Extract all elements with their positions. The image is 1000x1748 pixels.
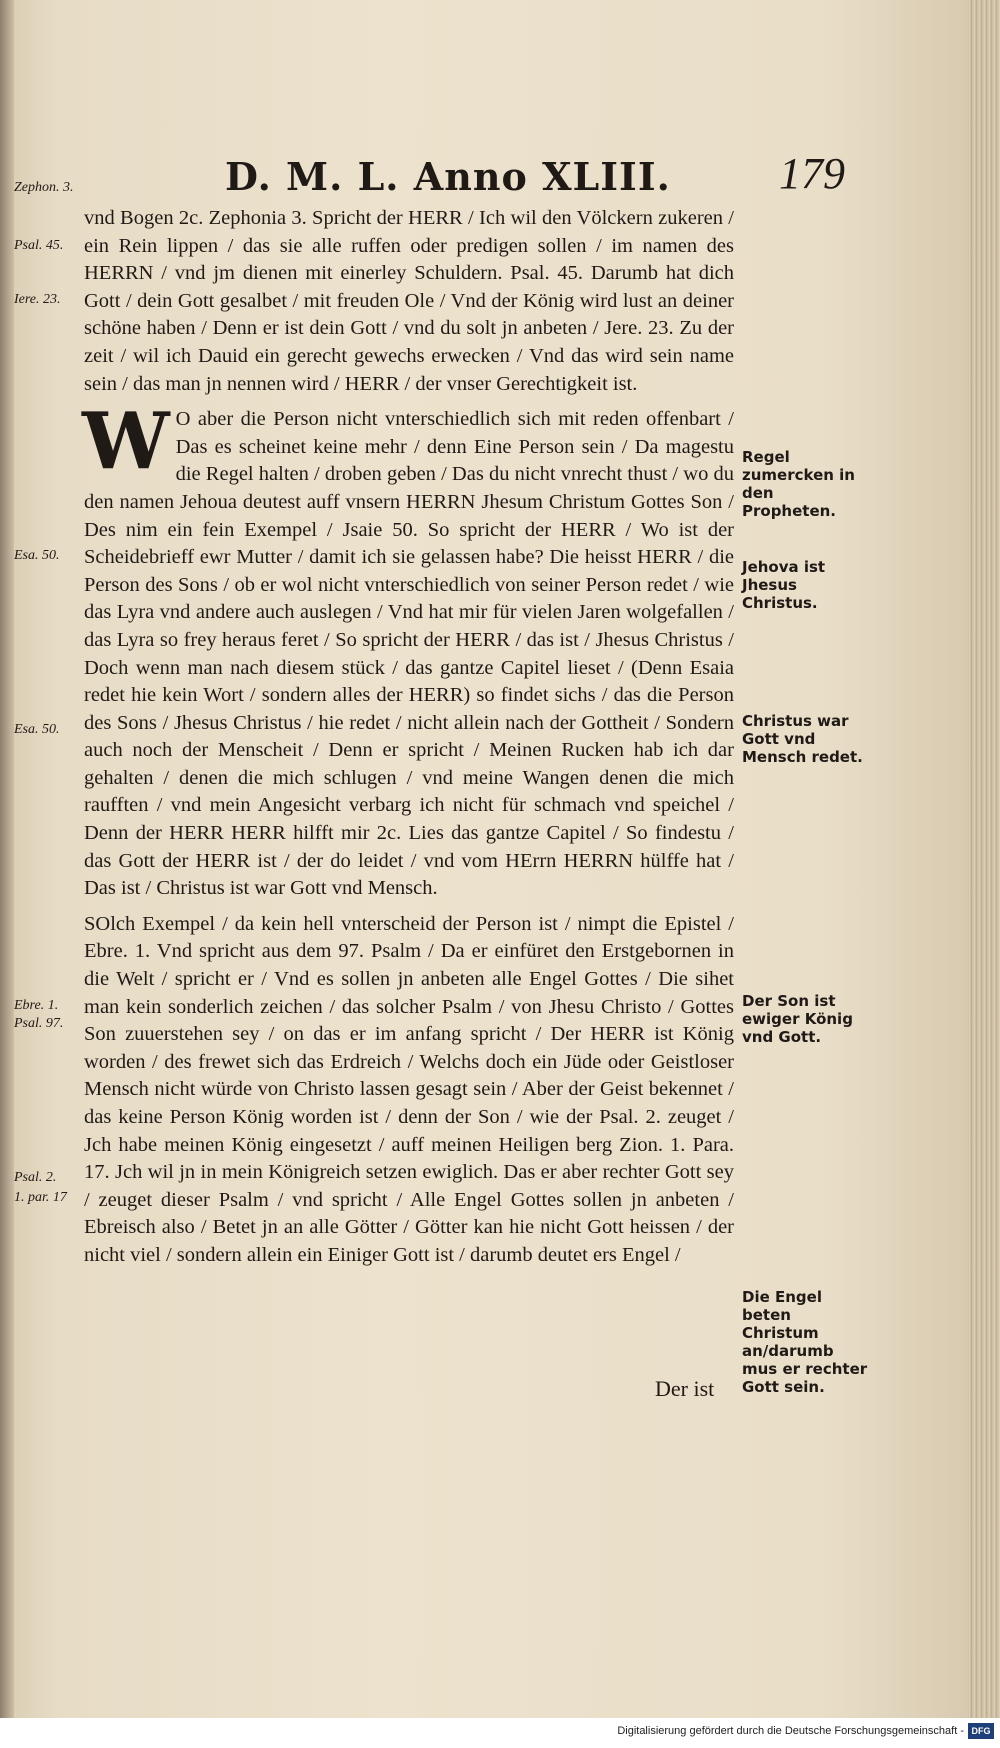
funding-credit: Digitalisierung gefördert durch die Deutsche Forschungsgemeinschaft - <box>617 1725 964 1737</box>
margin-note: Zephon. 3. <box>14 180 74 195</box>
margin-note: Iere. 23. <box>14 292 61 307</box>
side-note: Regel zumercken in den Propheten. <box>742 448 855 520</box>
paragraph: vnd Bogen 2c. Zephonia 3. Spricht der HERR / Ich wil den Völckern zukeren / ein Rein lippen / das sie alle ruffen oder predigen sollen / im namen des HERRN / vnd jm dienen mit einerley Schuldern. Psal. 45. Darumb hat dich Gott / dein Gott gesalbet / mit freuden Ole / Vnd der König wird lust an deiner schöne haben / Denn er ist dein Gott / vnd du solt jn anbeten / Jere. 23. Zu der zeit / wil ich Dauid ein gerecht gewechs erwecken / Vnd das wird sein name sein / das man jn nennen wird / HERR / der vnser Gerechtigkeit ist. <box>84 207 734 395</box>
paragraph <box>82 396 734 903</box>
margin-note: Psal. 2. <box>14 1170 57 1185</box>
paragraph: SOlch Exempel / da kein hell vnterscheid der Person ist / nimpt die Epistel / Ebre. 1. Vnd spricht aus dem 97. Psalm / Da er einfüret den Erstgebornen in die Welt / spricht er / Vnd es sollen jn anbeten alle Engel Gottes / Die sihet man kein sonderlich zeichen / das solcher Psalm / von Jhesu Christo / Gottes Son zuuerstehen sey / on das er im anfang spricht / Der HERR ist König worden / des frewet sich das Erdreich / Welchs doch ein Jüde oder Geistloser Mensch nicht würde von Christo lassen gesagt sein / Aber der Geist bekennet / das keine Person König worden ist / denn der Son / wie der Psal. 2. zeuget / Jch habe meinen König eingesetzt / auff meinen Heiligen berg Zion. 1. Para. 17. Jch wil jn in mein Königreich setzen ewiglich. Das er aber rechter Gott sey / zeuget dieser Psalm / vnd spricht / Alle Engel Gottes sollen jn anbeten / Ebreisch also / Betet jn an alle Götter / Götter kan hie nicht Gott heissen / der nicht viel / sondern allein ein Einiger Gott ist / darumb deutet ers Engel / <box>84 912 734 1266</box>
page-header <box>225 148 845 208</box>
margin-note: Psal. 97. <box>14 1016 64 1031</box>
side-note: Christus war Gott vnd Mensch redet. <box>742 712 863 766</box>
margin-note: Psal. 45. <box>14 238 64 253</box>
margin-note: 1. par. 17 <box>14 1190 67 1205</box>
page-number: 179 <box>779 149 845 198</box>
side-note: Der Son ist ewiger König vnd Gott. <box>742 992 853 1046</box>
margin-note: Esa. 50. <box>14 722 60 737</box>
footer-bar <box>0 1718 1000 1748</box>
catchword: Der ist <box>655 1376 715 1401</box>
margin-note: Esa. 50. <box>14 548 60 563</box>
dfg-logo: DFG <box>968 1723 994 1739</box>
side-note: Die Engel beten Christum an/darumb mus er rechter Gott sein. <box>742 1288 868 1396</box>
main-text <box>84 205 734 1270</box>
paragraph-text: O aber die Person nicht vnterschiedlich sich mit reden offenbart / Das es scheinet keine mehr / denn Eine Person sein / Da magestu die Regel halten / droben geben / Das du nicht vnrecht thust / wo du den namen Jehoua deutest auff vnsern HERRN Jhesum Christum Gottes Son / Des nim ein fein Exempel / Jsaie 50. So spricht der HERR / Wo ist der Scheidebrieff ewr Mutter / damit ich sie gelassen habe? Die heisst HERR / die Person des Sons / ob er wol nicht vnterschiedlich von seiner Person redet / wie das Lyra vnd andere auch auslegen / Vnd hat mir für vielen Jaren wolgefallen / das Lyra so frey heraus feret / So spricht der HERR / das ist / Jhesus Christus / Doch wenn man nach diesem stück / das gantze Capitel lieset / (Denn Esaia redet hie kein Wort / sondern alles der HERR) so findet sichs / das die Person des Sons / Jhesus Christus / hie redet / nicht allein nach der Gottheit / Sondern auch noch der Menscheit / Denn er spricht / Meinen Rucken hab ich dar gehalten / denen die mich schlugen / vnd meine Wangen denen die mich raufften / vnd mein Angesicht verbarg ich nicht für schmach vnd speichel / Denn der HERR HERR hilfft mir 2c. Lies das gantze Capitel / So findestu / das Gott der HERR ist / der do leidet / vnd vom HErrn HERRN hülffe hat / Das ist / Christus ist war Gott vnd Mensch. <box>84 408 734 900</box>
drop-cap: W <box>82 396 170 488</box>
page-edge <box>968 0 1000 1748</box>
margin-note: Ebre. 1. <box>14 998 59 1013</box>
running-head: D. M. L. Anno XLIII. <box>225 154 671 199</box>
book-gutter <box>0 0 14 1748</box>
side-note: Jehova ist Jhesus Christus. <box>742 558 826 612</box>
